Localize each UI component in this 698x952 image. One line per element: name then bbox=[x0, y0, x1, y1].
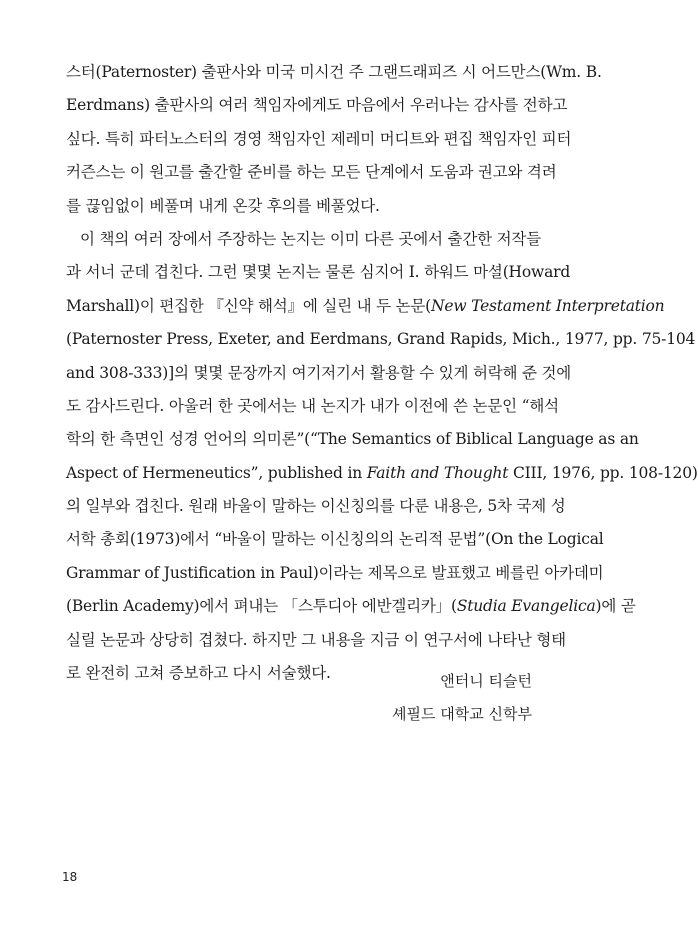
text-line: 로 완전히 고쳐 증보하고 다시 서술했다. bbox=[66, 664, 331, 683]
text-span: Aspect of Hermeneutics”, published in bbox=[66, 463, 367, 482]
text-line: 과 서너 군데 겹친다. 그런 몇몇 논지는 물론 심지어 I. 하워드 마셜(Howard bbox=[66, 263, 571, 282]
text-line: 스터(Paternoster) 출판사와 미국 미시건 주 그랜드래피즈 시 어드만스(Wm. B. bbox=[66, 63, 602, 81]
italic-title: Faith and Thought bbox=[366, 463, 509, 482]
text-line: 이 책의 여러 장에서 주장하는 논지는 이미 다른 곳에서 출간한 저작들 bbox=[80, 229, 541, 248]
text-line: 도 감사드린다. 아울러 한 곳에서는 내 논지가 내가 이전에 쓴 논문인 “해석 bbox=[66, 396, 559, 415]
body-text bbox=[66, 56, 698, 690]
page-number: 18 bbox=[62, 870, 78, 884]
text-span: Marshall)이 편집한 『신약 해석』에 실린 내 두 논문( bbox=[66, 296, 431, 315]
italic-title: New Testament Interpretation bbox=[431, 296, 665, 315]
text-line: 학의 한 측면인 성경 언어의 의미론”(“The Semantics of Biblical Language as an bbox=[66, 430, 639, 449]
text-line: 를 끊임없이 베풀며 내게 온갖 후의를 베풀었다. bbox=[66, 196, 380, 215]
text-span: CIII, 1976, pp. 108-120) bbox=[508, 463, 698, 482]
text-span: (Berlin Academy)에서 펴내는 「스투디아 에반겔리카」( bbox=[66, 597, 457, 616]
text-span: )에 곧 bbox=[595, 597, 636, 616]
text-line bbox=[66, 290, 665, 323]
text-line: Eerdmans) 출판사의 여러 책임자에게도 마음에서 우러나는 감사를 전하고 bbox=[66, 96, 568, 115]
text-line: 의 일부와 겹친다. 원래 바울이 말하는 이신칭의를 다룬 내용은, 5차 국제 성 bbox=[66, 497, 566, 516]
text-line: and 308-333)]의 몇몇 문장까지 여기저기서 활용할 수 있게 허락해 준 것에 bbox=[66, 363, 572, 382]
text-line: 싶다. 특히 파터노스터의 경영 책임자인 제레미 머디트와 편집 책임자인 피터 bbox=[66, 129, 572, 148]
signature-name: 앤터니 티슬턴 bbox=[440, 672, 532, 690]
italic-title: Studia Evangelica bbox=[456, 597, 596, 616]
text-line: Grammar of Justification in Paul)이라는 제목으로 발표했고 베를린 아카데미 bbox=[66, 563, 604, 582]
text-line bbox=[66, 590, 636, 623]
text-line: (Paternoster Press, Exeter, and Eerdmans, Grand Rapids, Mich., 1977, pp. 75-104 bbox=[66, 330, 696, 349]
text-line: 커즌스는 이 원고를 출간할 준비를 하는 모든 단계에서 도움과 권고와 격려 bbox=[66, 163, 557, 182]
text-line bbox=[66, 457, 698, 490]
signature-affiliation: 셰필드 대학교 신학부 bbox=[392, 705, 532, 723]
text-line: 서학 총회(1973)에서 “바울이 말하는 이신칭의의 논리적 문법”(On the Logical bbox=[66, 530, 604, 549]
text-line: 실릴 논문과 상당히 겹쳤다. 하지만 그 내용을 지금 이 연구서에 나타난 형태 bbox=[66, 630, 566, 649]
